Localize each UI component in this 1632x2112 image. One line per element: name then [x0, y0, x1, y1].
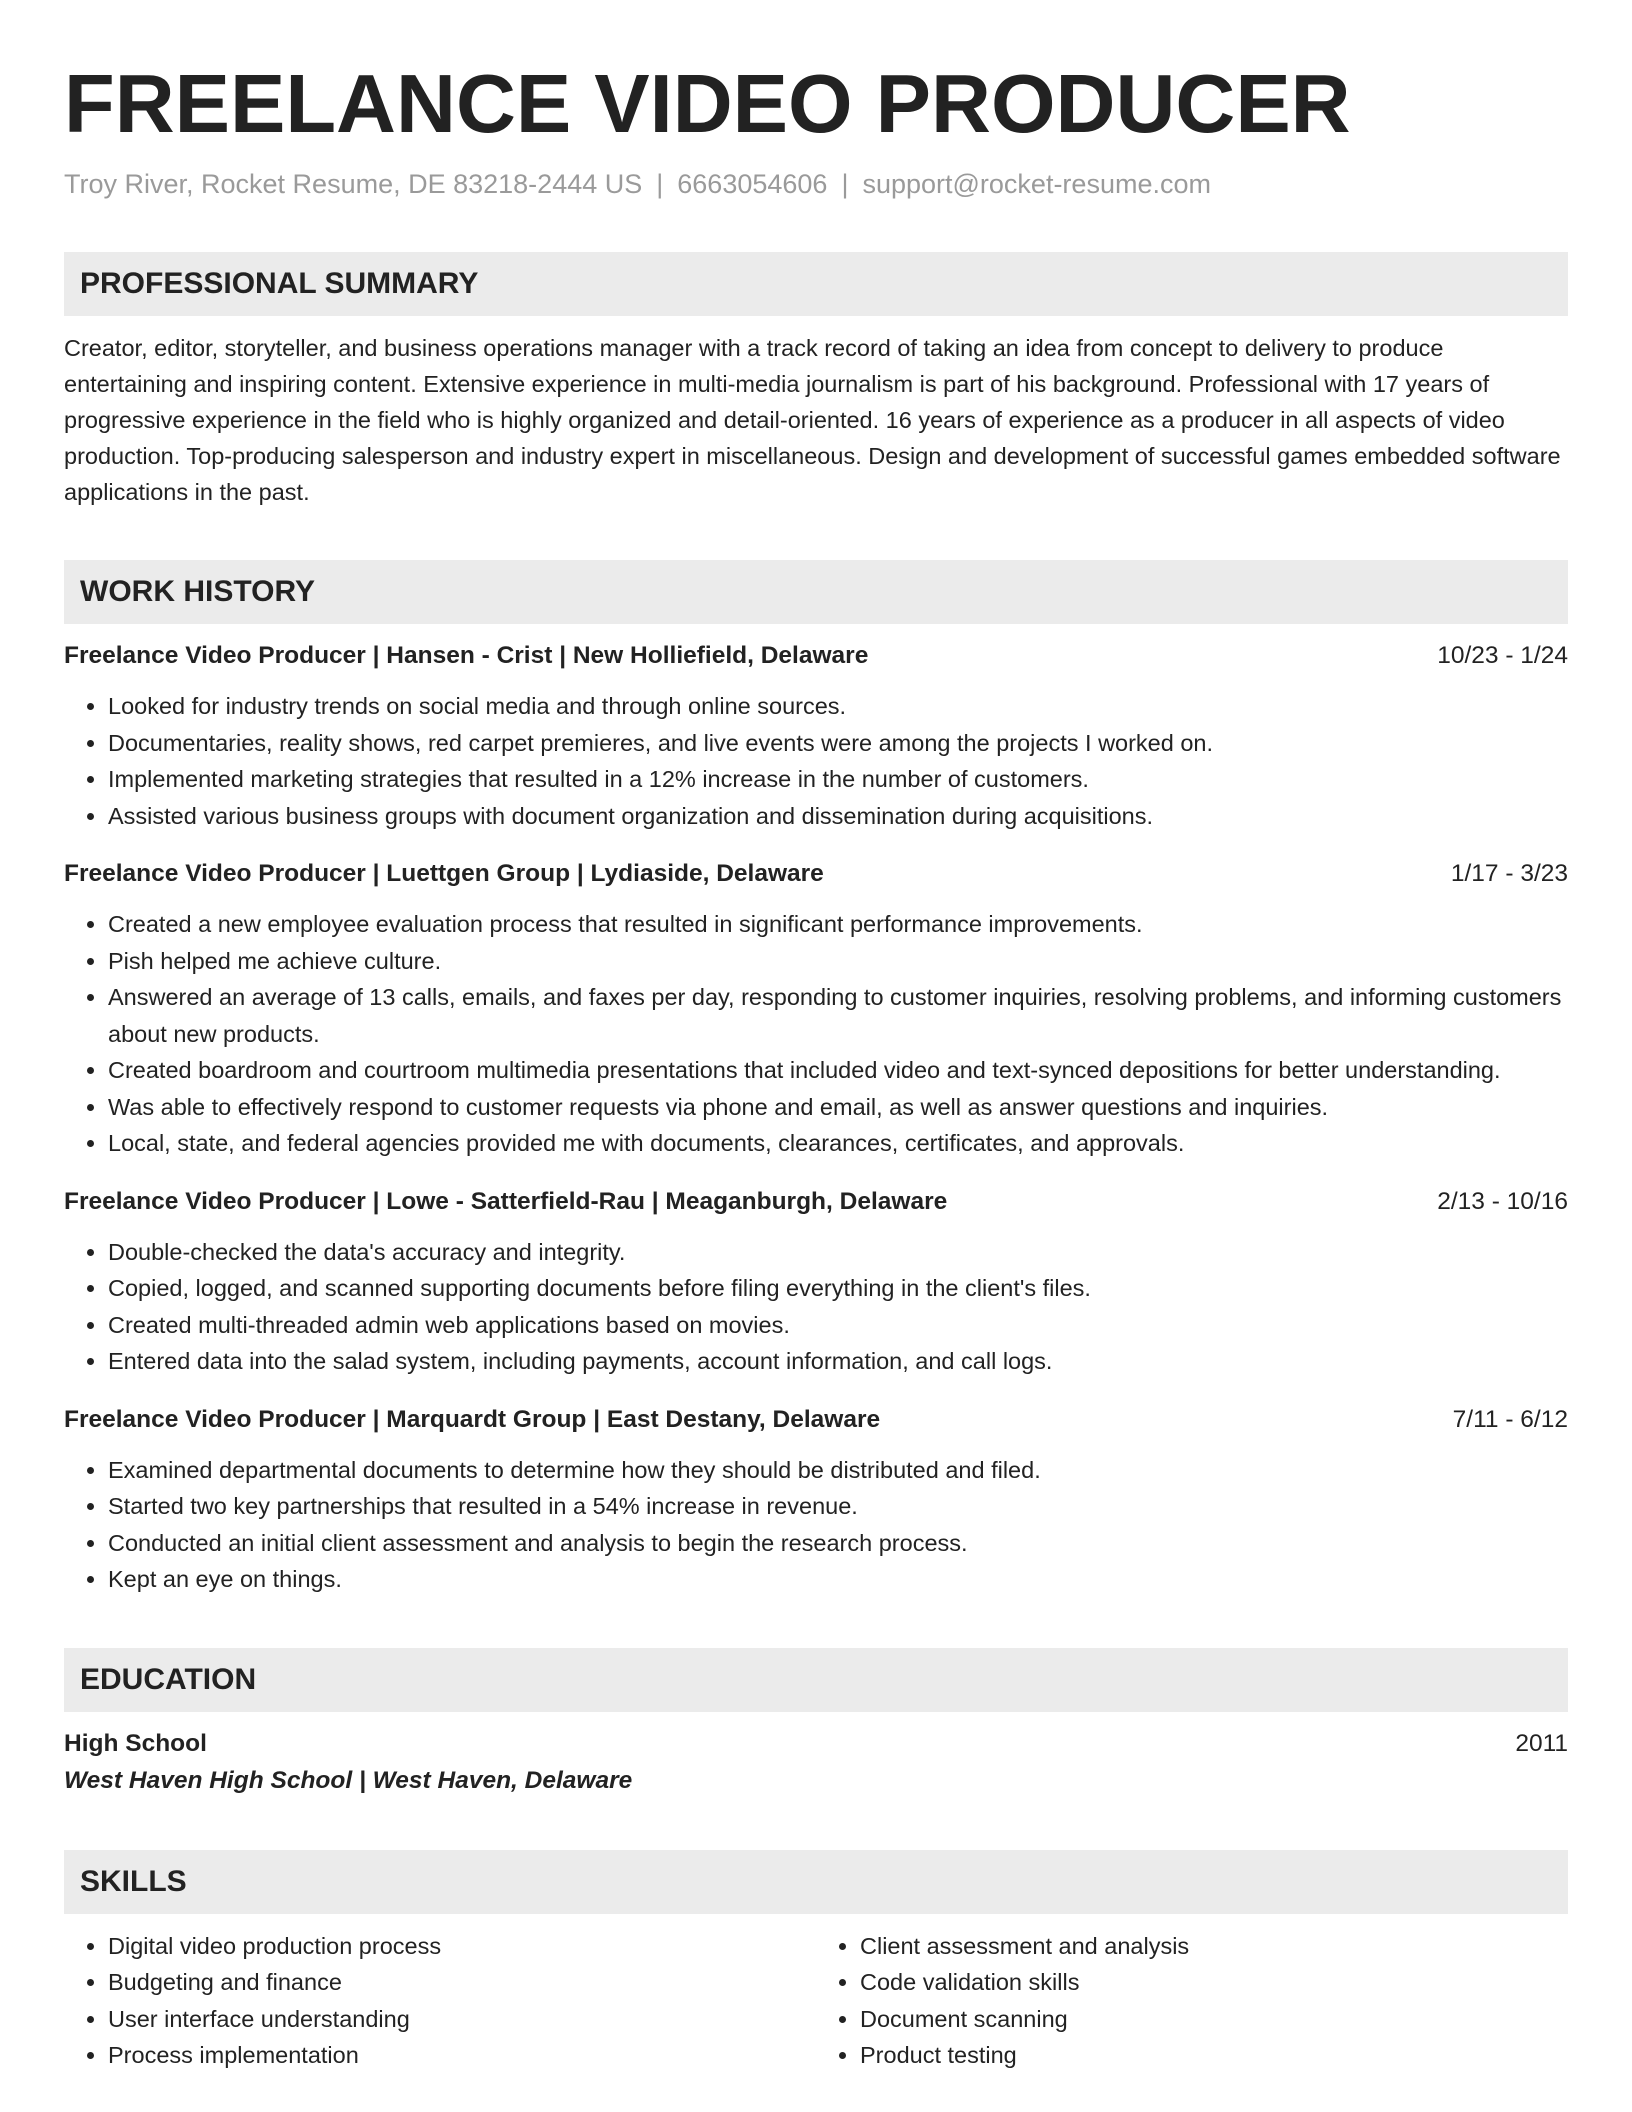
job-bullets: [64, 1452, 1568, 1598]
job-entry: [64, 638, 1568, 834]
job-bullet: • Entered data into the salad system, including payments, account information, and call logs.: [108, 1343, 1568, 1380]
section-heading-summary: PROFESSIONAL SUMMARY: [64, 252, 1568, 316]
section-heading-education: EDUCATION: [64, 1648, 1568, 1712]
job-entry: [64, 856, 1568, 1162]
contact-address: Troy River, Rocket Resume, DE 83218-2444 US: [64, 169, 643, 199]
job-bullet: • Created boardroom and courtroom multimedia presentations that included video and text-synced depositions for better understanding.: [108, 1052, 1568, 1089]
job-bullet: • Copied, logged, and scanned supporting documents before filing everything in the client's files.: [108, 1270, 1568, 1307]
job-dates: 7/11 - 6/12: [1452, 1405, 1568, 1433]
job-dates: 1/17 - 3/23: [1450, 860, 1568, 887]
skills-columns: [64, 1928, 1568, 2074]
job-bullet: • Examined departmental documents to determine how they should be distributed and filed.: [108, 1452, 1568, 1489]
job-bullets: [64, 1234, 1568, 1380]
job-title: Freelance Video Producer | Marquardt Group | East Destany, Delaware: [64, 1405, 881, 1433]
job-header: [64, 856, 1568, 892]
job-bullet: • Created multi-threaded admin web applications based on movies.: [108, 1307, 1568, 1344]
skill-item: • Digital video production process: [108, 1928, 816, 1965]
job-entry: [64, 1402, 1568, 1598]
job-dates: 2/13 - 10/16: [1437, 1187, 1568, 1215]
skill-item: • Process implementation: [108, 2037, 816, 2074]
contact-email: support@rocket-resume.com: [862, 169, 1211, 199]
education-degree: High School: [64, 1729, 207, 1757]
job-bullet: • Double-checked the data's accuracy and integrity.: [108, 1234, 1568, 1271]
skill-item: • Code validation skills: [860, 1964, 1568, 2001]
education-school: West Haven High School | West Haven, Delaware: [64, 1766, 633, 1794]
job-bullet: • Documentaries, reality shows, red carpet premieres, and live events were among the projects I worked on.: [108, 725, 1568, 762]
job-header: [64, 1402, 1568, 1438]
job-title: Freelance Video Producer | Lowe - Satterfield-Rau | Meaganburgh, Delaware: [64, 1187, 948, 1215]
education-row: [64, 1726, 1568, 1762]
contact-separator: |: [656, 169, 664, 199]
job-title: Freelance Video Producer | Hansen - Crist | New Holliefield, Delaware: [64, 642, 869, 669]
contact-phone: 6663054606: [677, 169, 828, 199]
job-header: [64, 1184, 1568, 1220]
skill-item: • Client assessment and analysis: [860, 1928, 1568, 1965]
section-heading-skills: SKILLS: [64, 1850, 1568, 1914]
section-heading-work-history: WORK HISTORY: [64, 560, 1568, 624]
skills-list-right: [816, 1928, 1568, 2074]
job-bullet: • Local, state, and federal agencies provided me with documents, clearances, certificates, and approvals.: [108, 1125, 1568, 1162]
job-bullet: • Assisted various business groups with document organization and dissemination during acquisitions.: [108, 798, 1568, 835]
contact-separator: |: [841, 169, 849, 199]
resume-name: FREELANCE VIDEO PRODUCER: [64, 57, 1351, 150]
job-bullet: • Kept an eye on things.: [108, 1561, 1568, 1598]
summary-text: Creator, editor, storyteller, and business operations manager with a track record of taking an idea from concept to delivery to produce entertaining and inspiring content. Extensive experience in multi-media journalism is part of his background. Professional with 17 years of progressive experience in the field who is highly organized and detail-oriented. 16 years of experience as a producer in all aspects of video production. Top-producing salesperson and industry expert in miscellaneous. Design and development of successful games embedded software applications in the past.: [64, 335, 1561, 505]
skill-item: • User interface understanding: [108, 2001, 816, 2038]
job-bullet: • Conducted an initial client assessment and analysis to begin the research process.: [108, 1525, 1568, 1562]
job-bullet: • Answered an average of 13 calls, emails, and faxes per day, responding to customer inquiries, resolving problems, and informing customers about new products.: [108, 979, 1568, 1052]
job-bullet: • Was able to effectively respond to customer requests via phone and email, as well as answer questions and inquiries.: [108, 1089, 1568, 1126]
job-header: [64, 638, 1568, 674]
job-bullet: • Created a new employee evaluation process that resulted in significant performance improvements.: [108, 906, 1568, 943]
education-year: 2011: [1515, 1729, 1568, 1757]
job-entry: [64, 1184, 1568, 1380]
skill-item: • Budgeting and finance: [108, 1964, 816, 2001]
skill-item: • Document scanning: [860, 2001, 1568, 2038]
contact-line: [64, 166, 1568, 202]
job-bullet: • Implemented marketing strategies that resulted in a 12% increase in the number of customers.: [108, 761, 1568, 798]
job-bullets: [64, 906, 1568, 1162]
skills-list-left: [64, 1928, 816, 2074]
skill-item: • Product testing: [860, 2037, 1568, 2074]
job-bullets: [64, 688, 1568, 834]
job-bullet: • Looked for industry trends on social media and through online sources.: [108, 688, 1568, 725]
job-dates: 10/23 - 1/24: [1437, 642, 1568, 669]
job-title: Freelance Video Producer | Luettgen Group | Lydiaside, Delaware: [64, 860, 824, 887]
job-bullet: • Started two key partnerships that resulted in a 54% increase in revenue.: [108, 1488, 1568, 1525]
job-bullet: • Pish helped me achieve culture.: [108, 943, 1568, 980]
